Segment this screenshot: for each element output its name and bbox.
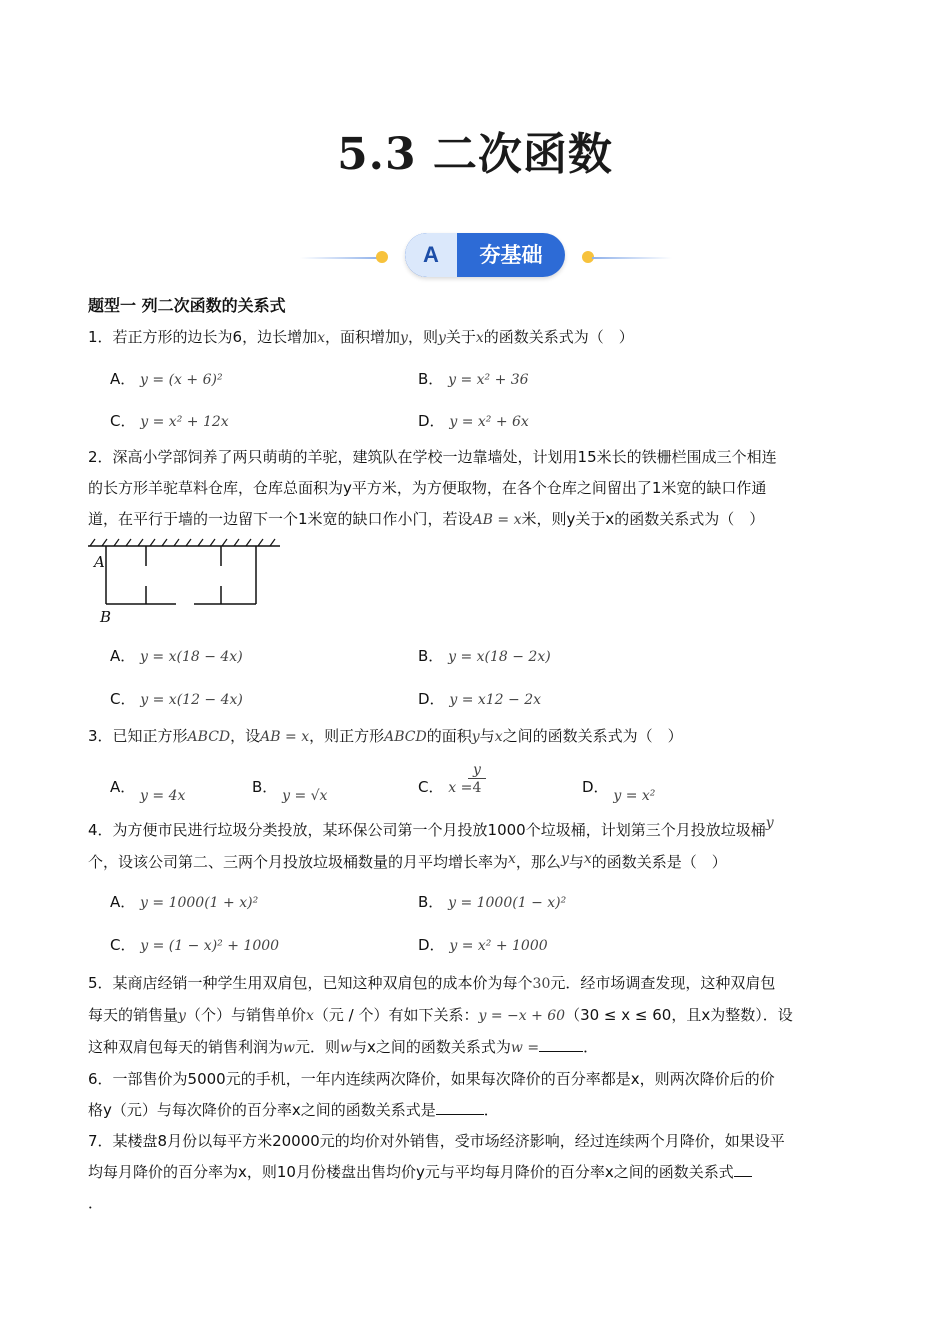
q4-var: y: [560, 851, 569, 867]
q1-option-c[interactable]: [110, 410, 229, 431]
option-label: B．: [418, 370, 444, 388]
q6-text: ．: [483, 1101, 499, 1119]
option-label: A．: [110, 778, 136, 796]
option-expr: y = x(18 − 4x): [140, 649, 243, 665]
q5-text: （元 / 个）有如下关系：: [313, 1006, 479, 1024]
q4-var: y: [765, 815, 774, 831]
option-label: C．: [110, 412, 136, 430]
q4-line: [88, 815, 868, 847]
label-b: B: [100, 608, 112, 626]
question-4: [88, 815, 868, 879]
q1-text: ，面积增加: [325, 328, 401, 346]
q1-var: y: [437, 330, 446, 346]
q1-option-d[interactable]: [418, 410, 529, 431]
q1-var: x: [475, 330, 484, 346]
badge-label: 夯基础: [479, 243, 543, 267]
q5-text: （30 ≤ x ≤ 60，且x为整数）．设: [565, 1006, 793, 1024]
q2-option-a[interactable]: [110, 645, 243, 666]
q2-figure: [86, 538, 286, 626]
q5-var: w: [283, 1040, 295, 1056]
q7-line: 7．某楼盘8月份以每平方米20000元的均价对外销售，受市场经济影响，经过连续两个月降价，如果设平: [88, 1132, 785, 1150]
q5-expr: y = −x + 60: [478, 1008, 566, 1024]
q4-var: x: [508, 851, 516, 867]
banner-dot-left: [376, 251, 388, 263]
q3-option-b[interactable]: [252, 776, 328, 804]
q3-option-a[interactable]: [110, 776, 186, 804]
q5-text: 与x之间的函数关系式为: [352, 1038, 511, 1056]
q3-var: x: [494, 729, 503, 745]
q7-line: [88, 1157, 868, 1188]
q6-answer-blank[interactable]: [436, 1100, 484, 1115]
q2-line: 2．深高小学部饲养了两只萌萌的羊驼，建筑队在学校一边靠墙处，计划用15米长的铁栅栏围成三个相连: [88, 448, 777, 466]
q6-text: 格y（元）与每次降价的百分率x之间的函数关系式是: [88, 1101, 436, 1119]
option-expr: y = x(18 − 2x): [448, 649, 551, 665]
q3-option-c[interactable]: [418, 776, 472, 797]
section-badge: [405, 233, 565, 277]
question-2: [88, 442, 863, 536]
q4-option-d[interactable]: [418, 934, 548, 955]
q2-text: 道，在平行于墙的一边留下一个1米宽的缺口作小门，若设: [88, 510, 473, 528]
fence-lines: [106, 546, 256, 604]
q1-option-b[interactable]: [418, 368, 529, 389]
q3-text: ，则正方形: [309, 727, 385, 745]
option-expr: y = 4x: [140, 788, 186, 804]
badge-letter: A: [405, 233, 457, 277]
q1-var: y: [400, 330, 408, 346]
banner-line-right: [592, 257, 672, 259]
option-label: C．: [110, 690, 136, 708]
q4-text: 个，设该公司第二、三两个月投放垃圾桶数量的月平均增长率为: [88, 853, 509, 871]
option-expr: y = x² + 12x: [140, 414, 229, 430]
q1-option-a[interactable]: [110, 368, 223, 389]
q3-text: ，设: [230, 727, 261, 745]
q1-text: ，则: [407, 328, 438, 346]
q7-text: 均每月降价的百分率为x，则10月份楼盘出售均价y元与平均每月降价的百分率x之间的函数关系式: [88, 1163, 734, 1181]
q2-line: 的长方形羊驼草料仓库，仓库总面积为y平方米，为方便取物，在各个仓库之间留出了1米宽的缺口作通: [88, 479, 767, 497]
q2-option-b[interactable]: [418, 645, 551, 666]
q1-text: 1．若正方形的边长为6，边长增加: [88, 328, 318, 346]
q5-text: 元．经市场调查发现，这种双肩包: [550, 974, 776, 992]
option-label: D．: [418, 412, 445, 430]
option-label: A．: [110, 893, 136, 911]
q4-line: [88, 847, 868, 879]
banner-line-left: [300, 257, 380, 259]
q3-text: 3．已知正方形: [88, 727, 188, 745]
q4-text: 4．为方便市民进行垃圾分类投放，某环保公司第一个月投放1000个垃圾桶，计划第三个月投放垃圾桶: [88, 821, 766, 839]
option-label: A．: [110, 370, 136, 388]
q3-text: 与: [479, 727, 495, 745]
q3-text: 之间的函数关系式为（ ）: [502, 727, 683, 745]
q6-line: 6．一部售价为5000元的手机，一年内连续两次降价，如果每次降价的百分率都是x，则两次降价后的价: [88, 1070, 775, 1088]
q5-line: [88, 1032, 863, 1064]
q3-var: ABCD: [187, 729, 231, 745]
option-label: C．: [110, 936, 136, 954]
option-label: B．: [418, 647, 444, 665]
q2-line: [88, 504, 863, 536]
option-label: D．: [418, 690, 445, 708]
q3-var: ABCD: [384, 729, 427, 745]
q5-text: 每天的销售量: [88, 1006, 179, 1024]
option-expr: y = 1000(1 + x)²: [140, 895, 259, 911]
wall-hatching: [90, 539, 275, 546]
option-label: D．: [418, 936, 445, 954]
q5-line: [88, 1000, 863, 1032]
option-expr: y = x² + 1000: [449, 938, 548, 954]
option-label: C．: [418, 778, 444, 796]
question-1: [88, 322, 863, 354]
fraction-numerator: y: [473, 762, 481, 778]
q3-fraction: [468, 762, 486, 797]
q5-answer-blank[interactable]: [539, 1037, 583, 1052]
q5-var: x: [305, 1008, 314, 1024]
q7-answer-blank[interactable]: [734, 1162, 752, 1177]
q5-value: 30: [532, 976, 551, 992]
q4-text: 的函数关系是（ ）: [591, 853, 727, 871]
option-label: B．: [418, 893, 444, 911]
option-expr: y = (x + 6)²: [140, 372, 223, 388]
fraction-denominator: 4: [472, 780, 482, 796]
label-a: A: [94, 553, 105, 571]
q7-line: ．: [88, 1194, 104, 1212]
option-expr: y = x(12 − 4x): [140, 692, 243, 708]
q4-option-c[interactable]: [110, 934, 279, 955]
option-expr: y = (1 − x)² + 1000: [140, 938, 280, 954]
q4-option-b[interactable]: [418, 891, 566, 912]
q2-option-d[interactable]: [418, 688, 541, 709]
question-5: [88, 968, 863, 1064]
q5-text: ．: [583, 1038, 599, 1056]
option-expr: y = x12 − 2x: [449, 692, 542, 708]
q3-var: y: [471, 729, 480, 745]
q2-text: 米，则y关于x的函数关系式为（ ）: [521, 510, 765, 528]
q5-text: 元．则: [295, 1038, 341, 1056]
q1-var: x: [317, 330, 325, 346]
q5-text: 5．某商店经销一种学生用双肩包，已知这种双肩包的成本价为每个: [88, 974, 533, 992]
q2-expr: AB = x: [472, 512, 522, 528]
option-expr: y = √x: [282, 788, 328, 804]
q3-option-d[interactable]: [582, 776, 656, 804]
page-title: 5.3 二次函数: [337, 129, 613, 180]
q5-var: y: [178, 1008, 186, 1024]
q3-text: 的面积: [426, 727, 472, 745]
question-3: [88, 721, 863, 753]
option-expr: y = x² + 6x: [449, 414, 529, 430]
q5-text: （个）与销售单价: [185, 1006, 306, 1024]
q5-expr: w =: [510, 1040, 540, 1056]
q4-option-a[interactable]: [110, 891, 258, 912]
q3-var: AB = x: [260, 729, 310, 745]
q2-option-c[interactable]: [110, 688, 243, 709]
option-label: B．: [252, 778, 278, 796]
q4-text: ，那么: [515, 853, 561, 871]
option-label: A．: [110, 647, 136, 665]
q5-var: w: [340, 1040, 352, 1056]
question-7: [88, 1126, 868, 1219]
option-label: D．: [582, 778, 609, 796]
q1-text: 的函数关系式为（ ）: [483, 328, 634, 346]
q4-text: 与: [568, 853, 584, 871]
q5-line: [88, 968, 863, 1000]
q1-text: 关于: [445, 328, 476, 346]
section-heading: 题型一 列二次函数的关系式: [88, 296, 286, 315]
option-expr: y = 1000(1 − x)²: [448, 895, 567, 911]
question-6: [88, 1064, 863, 1126]
option-expr: y = x² + 36: [448, 372, 529, 388]
q4-var: x: [583, 851, 592, 867]
q6-line: [88, 1095, 863, 1126]
option-expr: x =: [448, 780, 473, 796]
q5-text: 这种双肩包每天的销售利润为: [88, 1038, 284, 1056]
option-expr: y = x²: [613, 788, 656, 804]
